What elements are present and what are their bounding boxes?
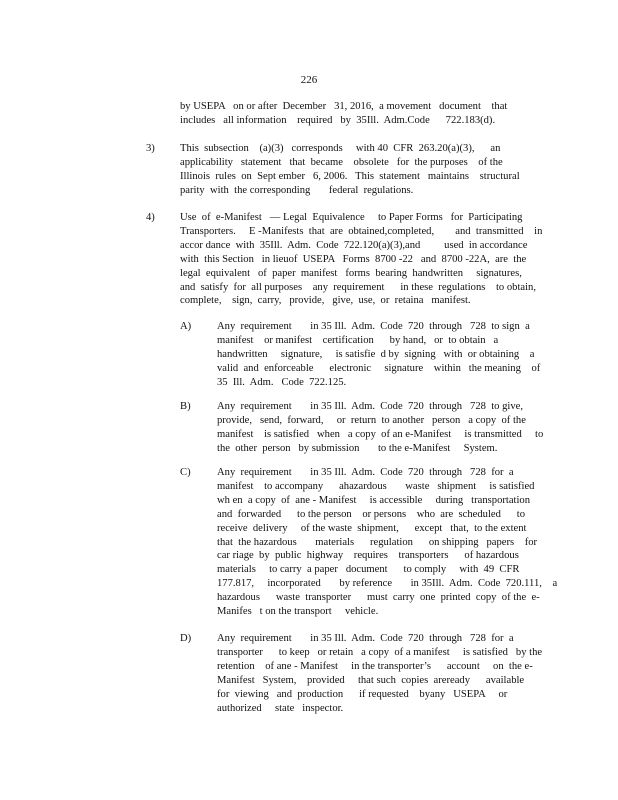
text-line: wh en a copy of ane - Manifest is accessible during transportation [217, 494, 531, 506]
text-line: transporter to keep or retain a copy of a manifest is satisfied by the [217, 646, 543, 658]
text-line: includes all information required by 35Ill. Adm.Code 722.183(d). [180, 114, 496, 126]
text-line: car riage by public highway requires transporters of hazardous [217, 550, 519, 562]
text-line: receive delivery of the waste shipment, except that, to the extent [217, 522, 527, 534]
continuation-paragraph [180, 100, 517, 128]
text-line: valid and enforceable electronic signature within the meaning of [217, 362, 541, 374]
subitem-d-paragraph [217, 632, 542, 715]
text-line: Transporters. E -Manifests that are obtained,completed, and transmitted in [180, 225, 543, 237]
subitem-c-paragraph [217, 466, 558, 619]
text-line: by USEPA on or after December 31, 2016, a movement document that [180, 101, 508, 112]
text-line: handwritten signature, is satisfie d by signing with or obtaining a [217, 348, 535, 360]
text-line: provide, send, forward, or return to another person a copy of the [217, 414, 526, 426]
text-line: and forwarded to the person or persons who are scheduled to [217, 508, 526, 520]
subitem-b-marker: B) [180, 401, 191, 412]
text-line: 177.817, incorporated by reference in 35Ill. Adm. Code 720.111, a [217, 578, 558, 590]
text-line: This subsection (a)(3) corresponds with 40 CFR 263.20(a)(3), an [180, 143, 501, 154]
text-line: retention of ane - Manifest in the transporter’s account on the e- [217, 660, 533, 672]
text-line: Manifes t on the transport vehicle. [217, 606, 379, 618]
subitem-a-marker: A) [180, 321, 192, 332]
text-line: manifest to accompany ahazardous waste shipment is satisfied [217, 480, 535, 492]
subitem-c-marker: C) [180, 467, 191, 478]
text-line: Any requirement in 35 Ill. Adm. Code 720 through 728 for a [217, 633, 514, 644]
text-line: materials to carry a paper document to comply with 49 CFR [217, 564, 520, 576]
text-line: Manifest System, provided that such copies areready available [217, 674, 525, 686]
text-line: the other person by submission to the e-Manifest System. [217, 442, 498, 454]
text-line: for viewing and production if requested byany USEPA or [217, 688, 508, 700]
text-line: authorized state inspector. [217, 702, 344, 714]
item-3-paragraph [180, 142, 520, 198]
text-line: 35 Ill. Adm. Code 722.125. [217, 376, 347, 388]
text-line: Use of e-Manifest — Legal Equivalence to Paper Forms for Participating [180, 212, 523, 223]
text-line: Any requirement in 35 Ill. Adm. Code 720 through 728 to sign a [217, 321, 530, 332]
text-line: Illinois rules on Sept ember 6, 2006. This statement maintains structural [180, 170, 520, 182]
subitem-b-paragraph [217, 400, 545, 456]
subitem-d-marker: D) [180, 633, 192, 644]
page-number: 226 [300, 74, 318, 86]
text-line: applicability statement that became obsolete for the purposes of the [180, 156, 503, 168]
text-line: that the hazardous materials regulation on shipping papers for [217, 536, 538, 548]
text-line: accor dance with 35Ill. Adm. Code 722.120(a)(3),and used in accordance [180, 239, 528, 251]
item-3-marker: 3) [146, 143, 155, 154]
subitem-a-paragraph [217, 320, 541, 390]
text-line: and satisfy for all purposes any requirement in these regulations to obtain, [180, 281, 536, 293]
text-line: manifest is satisfied when a copy of an e-Manifest is transmitted to [217, 428, 544, 440]
item-4-marker: 4) [146, 212, 155, 223]
text-line: manifest or manifest certification by hand, or to obtain a [217, 334, 499, 346]
item-4-paragraph [180, 211, 543, 308]
text-line: Any requirement in 35 Ill. Adm. Code 720 through 728 to give, [217, 401, 524, 412]
text-line: hazardous waste transporter must carry one printed copy of the e- [217, 592, 540, 604]
text-line: complete, sign, carry, provide, give, use, or retaina manifest. [180, 295, 471, 307]
text-line: Any requirement in 35 Ill. Adm. Code 720 through 728 for a [217, 467, 514, 478]
text-line: legal equivalent of paper manifest forms bearing handwritten signatures, [180, 267, 522, 279]
text-line: parity with the corresponding federal regulations. [180, 184, 414, 196]
text-line: with this Section in lieuof USEPA Forms 8700 -22 and 8700 -22A, are the [180, 253, 527, 265]
